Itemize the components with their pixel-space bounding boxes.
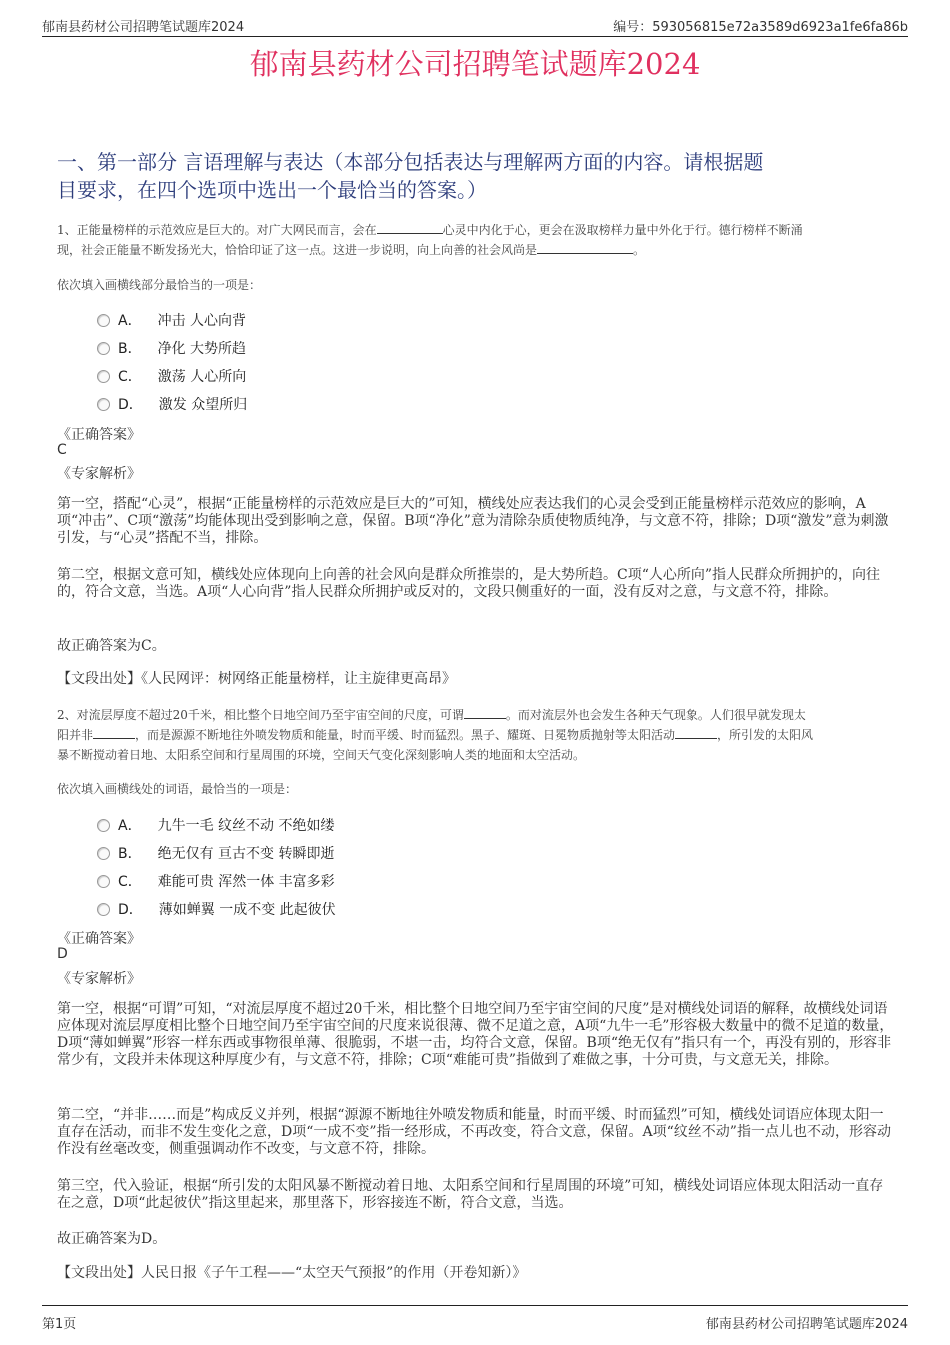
q2-analysis-p1: 第一空，根据“可谓”可知，“对流层厚度不超过20千米，相比整个日地空间乃至宇宙空间的尺度”是对横线处词语的解释，故横线处词语应体现对流层厚度相比整个日地空间乃至宇宙空间的尺度来说很薄、微不足道之意，A项“九牛一毛”形容极大数量中的微不足道的数量，D项“薄如蝉翼”形容一样东西或事物很单薄、很脆弱，不堪一击，均符合文意，保留。B项“绝无仅有”指只有一个，再没有别的，形容非常少有，文段并未体现这种厚度少有，与文意不符，排除；C项“难能可贵”指做到了难做之事，十分可贵，与文意无关，排除。 [57, 1001, 894, 1068]
option-letter: A． [118, 818, 142, 834]
radio-icon[interactable] [97, 314, 110, 327]
q2-option-b[interactable] [97, 843, 335, 863]
radio-icon[interactable] [97, 819, 110, 832]
option-text: 薄如蝉翼 一成不变 此起彼伏 [158, 902, 336, 918]
q2-blank-3 [675, 726, 717, 739]
option-text: 绝无仅有 亘古不变 转瞬即逝 [157, 846, 335, 862]
q1-blank-1 [377, 221, 443, 234]
q1-blank-2 [537, 241, 633, 254]
radio-icon[interactable] [97, 370, 110, 383]
option-letter: C． [118, 369, 142, 385]
page-number: 第1页 [42, 1317, 77, 1332]
q1-stem-part: 1、正能量榜样的示范效应是巨大的。对广大网民而言，会在 [57, 223, 377, 237]
q2-analysis-p3: 第三空，代入验证，根据“所引发的太阳风暴不断搅动着日地、太阳系空间和行星周围的环境”可知，横线处词语应体现太阳活动一直存在之意，D项“此起彼伏”指这里起来，那里落下，形容接连不断，符合文意，当选。 [57, 1178, 884, 1211]
q2-option-d[interactable] [97, 899, 336, 919]
q1-stem [57, 220, 892, 260]
document-title: 郁南县药材公司招聘笔试题库2024 [249, 47, 701, 81]
radio-icon[interactable] [97, 398, 110, 411]
header-doc-name: 郁南县药材公司招聘笔试题库2024 [42, 20, 245, 35]
q2-analysis-label: 《专家解析》 [57, 971, 141, 987]
q1-option-a[interactable] [97, 310, 246, 330]
section-heading [57, 148, 892, 204]
footer-doc-name: 郁南县药材公司招聘笔试题库2024 [705, 1317, 908, 1332]
q2-prompt: 依次填入画横线处的词语，最恰当的一项是： [57, 782, 298, 796]
q2-analysis-p4: 故正确答案为D。 [57, 1231, 167, 1247]
q2-option-a[interactable] [97, 815, 334, 835]
option-text: 激荡 人心所向 [157, 369, 247, 385]
q2-stem-part: 暴不断搅动着日地、太阳系空间和行星周围的环境，空间天气变化深刻影响人类的地面和太空活动。 [57, 748, 586, 762]
q1-analysis-label: 《专家解析》 [57, 466, 141, 482]
option-text: 净化 大势所趋 [157, 341, 247, 357]
footer-rule [42, 1305, 908, 1306]
q2-stem-part: 2、对流层厚度不超过20千米，相比整个日地空间乃至宇宙空间的尺度，可谓 [57, 708, 464, 722]
page-header [42, 14, 908, 36]
q1-source: 【文段出处】《人民网评：树网络正能量榜样，让主旋律更高昂》 [57, 671, 456, 687]
q2-blank-2 [93, 726, 135, 739]
q1-analysis-p1: 第一空，搭配“心灵”，根据“正能量榜样的示范效应是巨大的”可知，横线处应表达我们的心灵会受到正能量榜样示范效应的影响，A项“冲击”、C项“激荡”均能体现出受到影响之意，保留。B项“净化”意为清除杂质使物质纯净，与文意不符，排除；D项“激发”意为刺激引发，与“心灵”搭配不当，排除。 [57, 496, 889, 546]
header-doc-id: 编号：593056815e72a3589d6923a1fe6fa86b [613, 20, 908, 35]
option-letter: B． [118, 846, 142, 862]
radio-icon[interactable] [97, 847, 110, 860]
option-letter: A． [118, 313, 142, 329]
q1-option-c[interactable] [97, 366, 246, 386]
q2-stem-part: ，而是源源不断地往外喷发物质和能量，时而平缓、时而猛烈。黑子、耀斑、日冕物质抛射等太阳活动 [135, 728, 676, 742]
option-text: 九牛一毛 纹丝不动 不绝如缕 [157, 818, 335, 834]
q1-answer: C [57, 442, 67, 458]
radio-icon[interactable] [97, 903, 110, 916]
q2-analysis-p2: 第二空，“并非……而是”构成反义并列，根据“源源不断地往外喷发物质和能量，时而平缓、时而猛烈”可知，横线处词语应体现太阳一直存在活动，而非不发生变化之意，D项“一成不变”指一经形成，不再改变，符合文意，保留。A项“纹丝不动”指一点儿也不动，形容动作没有丝毫改变，侧重强调动作不改变，与文意不符，排除。 [57, 1107, 891, 1157]
option-text: 激发 众望所归 [158, 397, 248, 413]
q1-stem-part: 现，社会正能量不断发扬光大，恰恰印证了这一点。这进一步说明，向上向善的社会风尚是 [57, 243, 538, 257]
header-rule [42, 36, 908, 37]
radio-icon[interactable] [97, 342, 110, 355]
q1-analysis-p2: 第二空，根据文意可知，横线处应体现向上向善的社会风向是群众所推崇的，是大势所趋。C项“人心所向”指人民群众所拥护的，向往的，符合文意，当选。A项“人心向背”指人民群众所拥护或反对的，文段只侧重好的一面，没有反对之意，与文意不符，排除。 [57, 567, 881, 600]
q2-stem-part: 。而对流层外也会发生各种天气现象。人们很早就发现太 [505, 708, 806, 722]
q1-stem-part: 。 [633, 243, 646, 257]
option-letter: D． [118, 397, 143, 413]
q2-stem-part: ，所引发的太阳风 [717, 728, 814, 742]
q2-answer: D [57, 946, 68, 962]
q1-analysis-p3: 故正确答案为C。 [57, 638, 166, 654]
q2-answer-label: 《正确答案》 [57, 931, 141, 947]
q2-stem [57, 705, 892, 765]
q1-answer-label: 《正确答案》 [57, 427, 141, 443]
q2-blank-1 [464, 706, 506, 719]
option-text: 难能可贵 浑然一体 丰富多彩 [157, 874, 335, 890]
page-footer [42, 1305, 908, 1335]
q1-option-b[interactable] [97, 338, 246, 358]
option-letter: C． [118, 874, 142, 890]
q1-prompt: 依次填入画横线部分最恰当的一项是： [57, 278, 262, 292]
q2-stem-part: 阳并非 [57, 728, 94, 742]
q1-stem-part: 心灵中内化于心，更会在汲取榜样力量中外化于行。德行榜样不断涌 [442, 223, 803, 237]
section-heading-line1: 一、第一部分 言语理解与表达（本部分包括表达与理解两方面的内容。请根据题 [57, 150, 764, 174]
option-letter: D． [118, 902, 143, 918]
section-heading-line2: 目要求，在四个选项中选出一个最恰当的答案。） [57, 178, 487, 202]
option-letter: B． [118, 341, 142, 357]
radio-icon[interactable] [97, 875, 110, 888]
q1-option-d[interactable] [97, 394, 247, 414]
option-text: 冲击 人心向背 [157, 313, 247, 329]
q2-option-c[interactable] [97, 871, 335, 891]
q2-source: 【文段出处】人民日报《子午工程——“太空天气预报”的作用（开卷知新）》 [57, 1265, 527, 1281]
